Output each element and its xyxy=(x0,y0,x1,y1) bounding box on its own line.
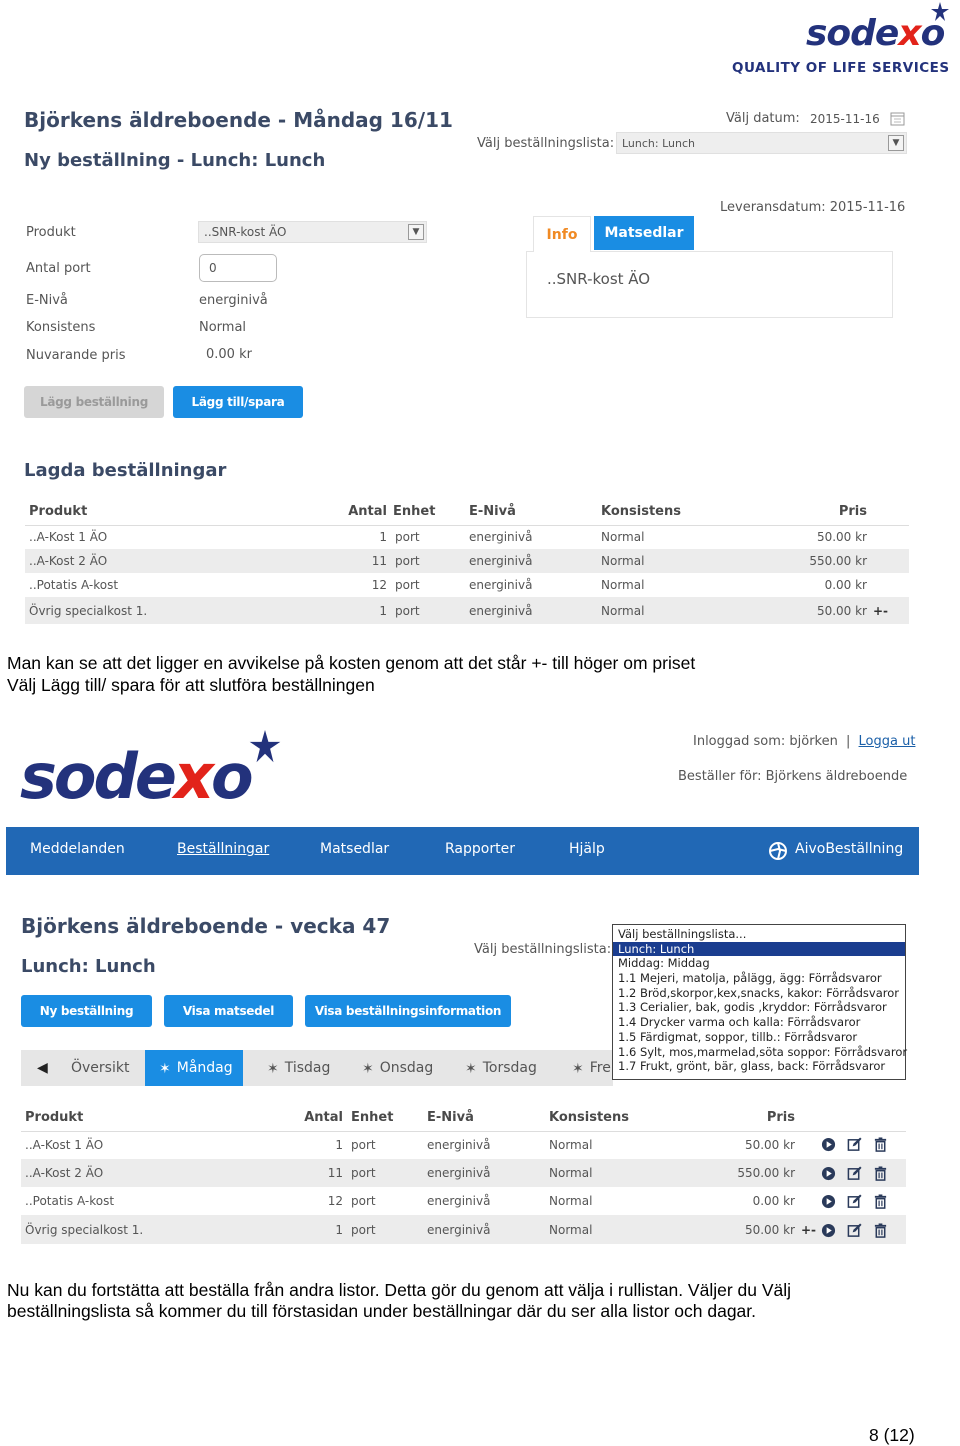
nav-hjalp[interactable]: Hjälp xyxy=(569,841,605,857)
deviation-flag: +- xyxy=(795,1215,906,1244)
col-price: Pris xyxy=(838,504,867,520)
cell-unit: port xyxy=(395,530,420,545)
level-label: E-Nivå xyxy=(26,293,68,308)
cell-level: energinivå xyxy=(469,578,533,592)
deviation-flag xyxy=(867,525,909,549)
cell-price: 50.00 kr xyxy=(707,1215,795,1244)
app-logo-wordmark: sodexo xyxy=(20,740,251,813)
cell-price: 550.00 kr xyxy=(707,1159,795,1187)
week-subtitle: Lunch: Lunch xyxy=(21,956,156,977)
cell-qty: 12 xyxy=(371,578,387,592)
back-arrow-icon[interactable]: ◀ xyxy=(37,1060,48,1076)
cell-level: energinivå xyxy=(469,549,601,573)
table-row xyxy=(25,573,909,597)
cell-level: energinivå xyxy=(427,1159,549,1187)
cell-qty: 11 xyxy=(299,1159,343,1187)
trash-icon[interactable] xyxy=(873,1223,888,1238)
instruction-line-3: Nu kan du fortstätta att beställa från andra listor. Detta gör du genom att välja i rullistan. Väljer du Välj xyxy=(7,1280,792,1300)
tab-oversikt[interactable]: Översikt xyxy=(71,1060,130,1076)
orders-table xyxy=(25,499,909,624)
cell-product: ..Potatis A-kost xyxy=(25,1194,115,1208)
logo-wordmark: sodexo xyxy=(806,13,945,54)
star-icon: ✶ xyxy=(465,1059,477,1076)
deviation-flag: +- xyxy=(867,597,909,624)
orderlist-label: Välj beställningslista: xyxy=(477,136,615,151)
new-order-button[interactable]: Ny beställning xyxy=(21,995,152,1027)
edit-icon[interactable] xyxy=(847,1223,862,1238)
play-icon[interactable] xyxy=(821,1137,836,1152)
dropdown-option[interactable]: 1.3 Cerialier, bak, godis ,kryddor: Förrådsvaror xyxy=(618,1000,887,1015)
delivery-label-text: Leveransdatum: xyxy=(720,200,826,215)
calendar-icon[interactable] xyxy=(890,111,905,126)
cell-unit: port xyxy=(395,578,420,592)
cell-unit: port xyxy=(343,1159,427,1187)
col-extra xyxy=(867,499,909,525)
cell-level: energinivå xyxy=(427,1215,549,1244)
star-icon: ✶ xyxy=(362,1059,374,1076)
star-icon: ✶ xyxy=(572,1059,584,1076)
cell-qty: 1 xyxy=(325,597,387,624)
tab-fredag-label: Fre xyxy=(589,1060,611,1076)
trash-icon[interactable] xyxy=(873,1137,888,1152)
star-icon: ✶ xyxy=(267,1059,279,1076)
app-logo xyxy=(20,730,310,813)
tab-mandag-label: Måndag xyxy=(176,1060,233,1076)
play-icon[interactable] xyxy=(821,1166,836,1181)
orderlist-select[interactable] xyxy=(616,132,907,154)
ordering-for: Beställer för: Björkens äldreboende xyxy=(678,769,908,784)
orderlist-label-2: Välj beställningslista: xyxy=(474,942,612,957)
col-price: Pris xyxy=(766,1110,795,1126)
main-nav xyxy=(6,827,919,875)
cell-unit: port xyxy=(387,597,469,624)
dropdown-option-selected[interactable]: Lunch: Lunch xyxy=(613,942,905,957)
cell-unit: port xyxy=(387,549,469,573)
col-product: Produkt xyxy=(29,504,88,520)
deviation-flag xyxy=(867,549,909,573)
product-select-value: ..SNR-kost ÄO xyxy=(204,225,287,239)
dropdown-option[interactable]: 1.7 Frukt, grönt, bär, glass, back: Förrådsvaror xyxy=(618,1059,886,1074)
cell-unit: port xyxy=(351,1138,376,1153)
table-row xyxy=(25,525,909,549)
price-label: Nuvarande pris xyxy=(26,348,126,363)
cell-level: energinivå xyxy=(469,597,601,624)
tab-fredag[interactable] xyxy=(572,1050,611,1086)
logo-tagline: QUALITY OF LIFE SERVICES xyxy=(732,60,950,76)
orderlist-select-value: Lunch: Lunch xyxy=(622,136,695,150)
product-label: Produkt xyxy=(26,225,76,240)
cell-price: 550.00 kr xyxy=(771,549,867,573)
col-qty: Antal xyxy=(304,1110,343,1126)
week-orders-table xyxy=(21,1105,906,1244)
trash-icon[interactable] xyxy=(873,1194,888,1209)
cell-product: ..A-Kost 2 ÄO xyxy=(25,549,325,573)
instruction-line-1: Man kan se att det ligger en avvikelse på kosten genom att det står +- till höger om priset xyxy=(7,653,696,673)
cell-qty: 12 xyxy=(327,1194,343,1208)
col-unit: Enhet xyxy=(351,1110,394,1126)
cell-product: Övrig specialkost 1. xyxy=(25,597,325,624)
dropdown-option[interactable]: 1.4 Drycker varma och kalla: Förrådsvaror xyxy=(618,1015,861,1030)
cell-product: ..A-Kost 1 ÄO xyxy=(29,530,108,545)
logo-star-icon xyxy=(248,730,282,764)
star-icon: ✶ xyxy=(159,1059,171,1076)
cell-price: 0.00 kr xyxy=(752,1194,795,1208)
week-title: Björkens äldreboende - vecka 47 xyxy=(21,914,391,938)
table-header xyxy=(25,499,909,525)
product-select[interactable] xyxy=(198,221,427,243)
table-row xyxy=(25,597,909,624)
instruction-line-4: beställningslista så kommer du till förstasidan under beställningar där du ser alla listor och dagar. xyxy=(7,1301,757,1321)
place-order-button[interactable]: Lägg beställning xyxy=(24,386,164,418)
info-content: ..SNR-kost ÄO xyxy=(547,270,651,288)
edit-icon[interactable] xyxy=(847,1166,862,1181)
qty-input[interactable]: 0 xyxy=(199,254,277,282)
page-number: 8 (12) xyxy=(869,1425,915,1445)
col-product: Produkt xyxy=(25,1110,84,1126)
logged-in-text xyxy=(693,734,915,749)
play-icon[interactable] xyxy=(821,1194,836,1209)
delivery-date: 2015-11-16 xyxy=(829,200,906,215)
logout-link[interactable]: Logga ut xyxy=(858,734,916,749)
dropdown-option[interactable]: 1.2 Bröd,skorpor,kex,snacks, kakor: Förrådsvaror xyxy=(618,985,899,1000)
col-unit: Enhet xyxy=(393,504,436,520)
edit-icon[interactable] xyxy=(847,1137,862,1152)
separator: | xyxy=(846,734,851,749)
add-save-button[interactable]: Lägg till/spara xyxy=(173,386,303,418)
day-tabs xyxy=(21,1050,613,1086)
page-title: Björkens äldreboende - Måndag 16/11 xyxy=(24,108,453,132)
table-row xyxy=(21,1159,906,1187)
qty-label: Antal port xyxy=(26,261,91,276)
date-value[interactable]: 2015-11-16 xyxy=(810,112,880,126)
logo-accent-letter: x xyxy=(173,740,211,813)
cell-consistency: Normal xyxy=(549,1194,593,1208)
dropdown-option[interactable]: 1.5 Färdigmat, soppor, tillb.: Förrådsvaror xyxy=(618,1029,858,1044)
cell-product: ..A-Kost 1 ÄO xyxy=(25,1138,104,1153)
dropdown-option[interactable]: 1.1 Mejeri, matolja, pålägg, ägg: Förrådsvaror xyxy=(618,971,882,986)
cell-product: Övrig specialkost 1. xyxy=(21,1215,299,1244)
chevron-down-icon: ▼ xyxy=(888,135,904,151)
page-subtitle: Ny beställning - Lunch: Lunch xyxy=(24,150,326,171)
row-actions xyxy=(821,1137,888,1152)
tab-torsdag-label: Torsdag xyxy=(482,1060,537,1076)
cell-unit: port xyxy=(343,1215,427,1244)
cell-consistency: Normal xyxy=(601,597,771,624)
table-row xyxy=(21,1215,906,1244)
show-menu-button[interactable]: Visa matsedel xyxy=(164,995,293,1027)
table-row xyxy=(21,1187,906,1215)
cell-price: 50.00 kr xyxy=(816,530,867,545)
cell-level: energinivå xyxy=(427,1194,491,1208)
dropdown-option[interactable]: 1.6 Sylt, mos,marmelad,söta soppor: Förrådsvaror xyxy=(618,1044,908,1059)
cell-price: 0.00 kr xyxy=(824,578,867,592)
cell-consistency: Normal xyxy=(601,530,645,545)
nav-bestallningar[interactable]: Beställningar xyxy=(177,841,270,857)
date-label: Välj datum: xyxy=(726,111,800,126)
cell-level: energinivå xyxy=(469,530,533,545)
cell-consistency: Normal xyxy=(601,549,771,573)
deviation-flag xyxy=(867,573,909,597)
row-actions xyxy=(821,1166,888,1181)
cell-price: 50.00 kr xyxy=(744,1138,795,1153)
table-row xyxy=(25,549,909,573)
cell-product: ..Potatis A-kost xyxy=(29,578,119,592)
tab-tisdag[interactable] xyxy=(267,1050,330,1086)
col-extra xyxy=(795,1105,906,1131)
col-level: E-Nivå xyxy=(427,1110,474,1126)
col-consistency: Konsistens xyxy=(601,504,681,520)
col-consistency: Konsistens xyxy=(549,1110,629,1126)
table-row xyxy=(21,1131,906,1159)
chevron-down-icon: ▼ xyxy=(408,224,424,240)
orderlist-dropdown[interactable] xyxy=(612,924,906,1080)
level-value: energinivå xyxy=(199,293,268,308)
trash-icon[interactable] xyxy=(873,1166,888,1181)
cell-level: energinivå xyxy=(427,1138,491,1153)
cell-consistency: Normal xyxy=(549,1138,593,1153)
nav-matsedlar[interactable]: Matsedlar xyxy=(320,841,390,857)
consistency-value: Normal xyxy=(199,320,247,335)
tab-info[interactable]: Info xyxy=(533,216,591,252)
tab-matsedlar[interactable]: Matsedlar xyxy=(594,216,694,250)
nav-aivo[interactable]: AivoBeställning xyxy=(795,841,904,857)
cell-consistency: Normal xyxy=(601,578,645,592)
price-value: 0.00 kr xyxy=(206,347,252,362)
table-header xyxy=(21,1105,906,1131)
consistency-label: Konsistens xyxy=(26,320,96,335)
cell-consistency: Normal xyxy=(549,1215,707,1244)
tab-mandag[interactable] xyxy=(145,1050,243,1086)
delivery-label xyxy=(720,200,905,215)
play-icon[interactable] xyxy=(821,1223,836,1238)
instruction-line-2: Välj Lägg till/ spara för att slutföra beställningen xyxy=(7,675,375,695)
logo-accent-letter: x xyxy=(898,13,921,54)
dropdown-option[interactable]: Middag: Middag xyxy=(618,956,710,971)
tab-onsdag-label: Onsdag xyxy=(379,1060,434,1076)
logged-in-label: Inloggad som: björken xyxy=(693,734,838,749)
edit-icon[interactable] xyxy=(847,1194,862,1209)
cell-qty: 11 xyxy=(325,549,387,573)
cell-unit: port xyxy=(351,1194,376,1208)
dropdown-option[interactable]: Välj beställningslista... xyxy=(618,927,747,941)
col-level: E-Nivå xyxy=(469,504,516,520)
row-actions xyxy=(821,1194,888,1209)
cell-qty: 1 xyxy=(335,1138,343,1153)
cell-product: ..A-Kost 2 ÄO xyxy=(21,1159,299,1187)
col-qty: Antal xyxy=(348,504,387,520)
orders-title: Lagda beställningar xyxy=(24,460,227,481)
cell-price: 50.00 kr xyxy=(771,597,867,624)
cell-consistency: Normal xyxy=(549,1159,707,1187)
cell-qty: 1 xyxy=(379,530,387,545)
nav-rapporter[interactable]: Rapporter xyxy=(445,841,515,857)
tab-tisdag-label: Tisdag xyxy=(284,1060,331,1076)
tab-onsdag[interactable] xyxy=(362,1050,433,1086)
aivo-icon[interactable] xyxy=(768,841,788,861)
row-actions xyxy=(821,1223,888,1238)
nav-meddelanden[interactable]: Meddelanden xyxy=(30,841,125,857)
show-order-info-button[interactable]: Visa beställningsinformation xyxy=(305,995,511,1027)
tab-torsdag[interactable] xyxy=(465,1050,537,1086)
cell-qty: 1 xyxy=(299,1215,343,1244)
